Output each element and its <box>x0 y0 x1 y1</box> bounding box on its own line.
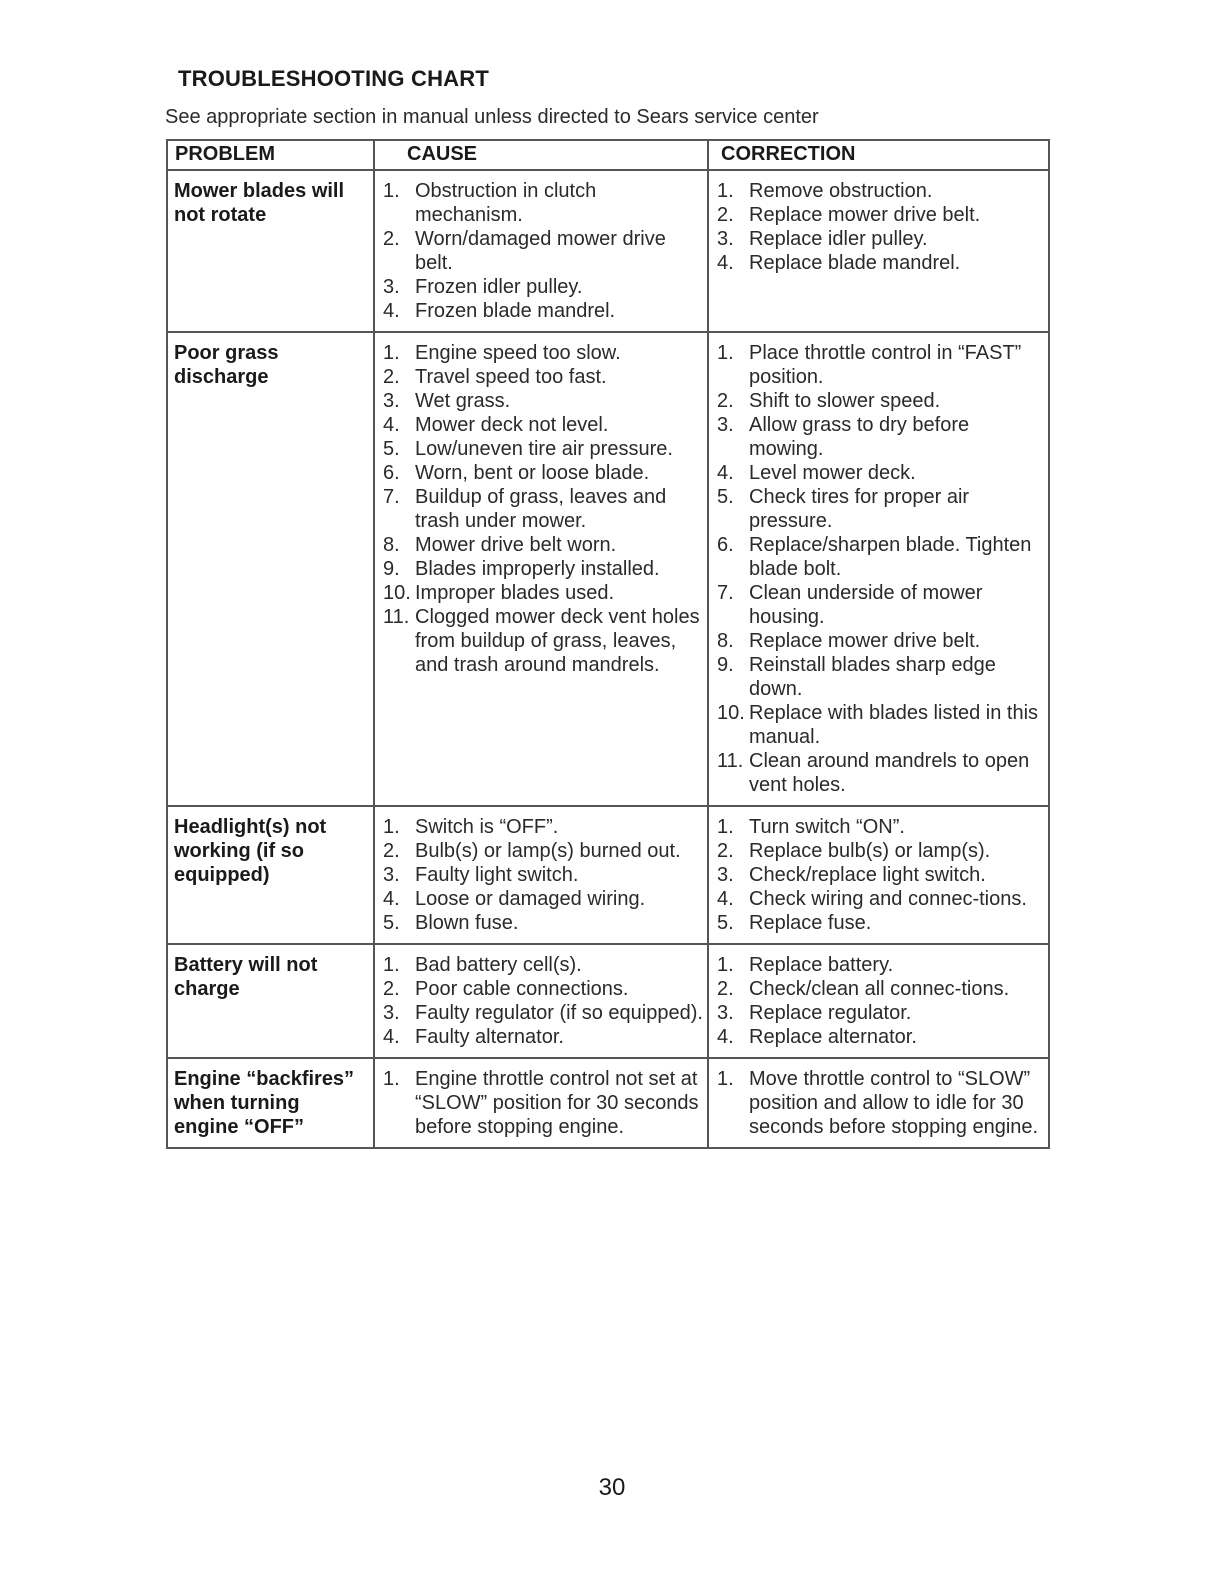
cause-item-text: Mower drive belt worn. <box>415 534 617 556</box>
cause-item-number: 5. <box>383 912 400 934</box>
correction-item-number: 10. <box>717 702 745 724</box>
correction-item <box>715 251 1044 275</box>
correction-item-text: Replace/sharpen blade. Tighten blade bolt. <box>749 534 1032 580</box>
correction-item <box>715 653 1044 701</box>
correction-item <box>715 581 1044 629</box>
cause-item-text: Worn/damaged mower drive belt. <box>415 228 666 274</box>
problem-cell: Poor grass discharge <box>167 332 374 806</box>
table-body <box>167 170 1049 1148</box>
cause-cell <box>374 944 708 1058</box>
cause-item <box>381 911 703 935</box>
correction-item-number: 5. <box>717 486 734 508</box>
cause-item-text: Faulty regulator (if so equipped). <box>415 1002 703 1024</box>
header-correction: CORRECTION <box>708 140 1049 170</box>
correction-item-number: 3. <box>717 864 734 886</box>
cause-item-text: Switch is “OFF”. <box>415 816 559 838</box>
cause-item-number: 4. <box>383 414 400 436</box>
problem-cell: Battery will not charge <box>167 944 374 1058</box>
cause-item-text: Loose or damaged wiring. <box>415 888 646 910</box>
correction-item <box>715 1067 1044 1139</box>
correction-item-text: Replace mower drive belt. <box>749 630 981 652</box>
correction-list <box>715 953 1044 1049</box>
correction-item <box>715 815 1044 839</box>
page-subtitle: See appropriate section in manual unless directed to Sears service center <box>165 106 819 128</box>
cause-item-text: Mower deck not level. <box>415 414 609 436</box>
cause-item <box>381 275 703 299</box>
correction-item-number: 3. <box>717 1002 734 1024</box>
correction-item-number: 9. <box>717 654 734 676</box>
cause-item-text: Travel speed too fast. <box>415 366 607 388</box>
correction-list <box>715 815 1044 935</box>
correction-item-number: 1. <box>717 816 734 838</box>
cause-item-text: Blown fuse. <box>415 912 519 934</box>
cause-item-number: 7. <box>383 486 400 508</box>
correction-item-text: Clean underside of mower housing. <box>749 582 983 628</box>
cause-item-text: Poor cable connections. <box>415 978 629 1000</box>
correction-item-number: 6. <box>717 534 734 556</box>
cause-item-number: 4. <box>383 1026 400 1048</box>
cause-item-number: 4. <box>383 888 400 910</box>
cause-item <box>381 581 703 605</box>
correction-item-number: 3. <box>717 228 734 250</box>
cause-item-number: 2. <box>383 978 400 1000</box>
correction-item-text: Turn switch “ON”. <box>749 816 905 838</box>
problem-cell: Mower blades will not rotate <box>167 170 374 332</box>
correction-item <box>715 863 1044 887</box>
cause-item-number: 2. <box>383 366 400 388</box>
cause-item <box>381 485 703 533</box>
table-row <box>167 806 1049 944</box>
correction-item <box>715 953 1044 977</box>
correction-item-number: 3. <box>717 414 734 436</box>
correction-item <box>715 1025 1044 1049</box>
table-row <box>167 944 1049 1058</box>
cause-item-number: 1. <box>383 816 400 838</box>
cause-list <box>381 815 703 935</box>
cause-item <box>381 299 703 323</box>
cause-item <box>381 815 703 839</box>
cause-item-text: Frozen idler pulley. <box>415 276 583 298</box>
cause-cell <box>374 1058 708 1148</box>
correction-item-number: 4. <box>717 1026 734 1048</box>
correction-item <box>715 341 1044 389</box>
correction-cell <box>708 170 1049 332</box>
correction-item <box>715 413 1044 461</box>
correction-item-text: Replace mower drive belt. <box>749 204 981 226</box>
correction-item-number: 11. <box>717 750 744 772</box>
correction-item-text: Replace with blades listed in this manual. <box>749 702 1039 748</box>
cause-item-number: 10. <box>383 582 411 604</box>
correction-item <box>715 533 1044 581</box>
cause-item-number: 5. <box>383 438 400 460</box>
correction-item-text: Check wiring and connec-tions. <box>749 888 1027 910</box>
correction-item-text: Move throttle control to “SLOW” position and allow to idle for 30 seconds before stopping engine. <box>749 1068 1039 1138</box>
cause-item-number: 2. <box>383 228 400 250</box>
correction-item-text: Level mower deck. <box>749 462 916 484</box>
cause-item-text: Wet grass. <box>415 390 511 412</box>
cause-item-number: 1. <box>383 342 400 364</box>
cause-item-number: 3. <box>383 864 400 886</box>
cause-item <box>381 533 703 557</box>
correction-item-number: 2. <box>717 978 734 1000</box>
correction-item-text: Clean around mandrels to open vent holes. <box>749 750 1030 796</box>
cause-item-text: Obstruction in clutch mechanism. <box>415 180 597 226</box>
cause-item <box>381 461 703 485</box>
correction-item-text: Place throttle control in “FAST” position. <box>749 342 1022 388</box>
correction-item <box>715 461 1044 485</box>
correction-item-number: 4. <box>717 462 734 484</box>
correction-item <box>715 179 1044 203</box>
cause-item <box>381 977 703 1001</box>
correction-item-text: Check/clean all connec-tions. <box>749 978 1010 1000</box>
correction-item-number: 4. <box>717 888 734 910</box>
correction-item-text: Replace battery. <box>749 954 894 976</box>
correction-item-number: 1. <box>717 342 734 364</box>
correction-item-text: Reinstall blades sharp edge down. <box>749 654 996 700</box>
correction-item <box>715 389 1044 413</box>
cause-item-number: 3. <box>383 390 400 412</box>
cause-item-number: 3. <box>383 1002 400 1024</box>
correction-list <box>715 1067 1044 1139</box>
cause-cell <box>374 170 708 332</box>
table-header-row <box>167 140 1049 170</box>
correction-item-text: Allow grass to dry before mowing. <box>749 414 970 460</box>
cause-list <box>381 1067 703 1139</box>
table-row <box>167 170 1049 332</box>
correction-item-text: Replace alternator. <box>749 1026 917 1048</box>
cause-list <box>381 179 703 323</box>
header-cause: CAUSE <box>374 140 708 170</box>
correction-cell <box>708 806 1049 944</box>
cause-item <box>381 413 703 437</box>
cause-item <box>381 389 703 413</box>
correction-item-text: Replace fuse. <box>749 912 872 934</box>
correction-item <box>715 203 1044 227</box>
cause-item <box>381 953 703 977</box>
correction-item-text: Check tires for proper air pressure. <box>749 486 970 532</box>
cause-item-number: 6. <box>383 462 400 484</box>
cause-item-text: Bad battery cell(s). <box>415 954 582 976</box>
cause-item-text: Improper blades used. <box>415 582 615 604</box>
cause-item-text: Low/uneven tire air pressure. <box>415 438 673 460</box>
cause-cell <box>374 806 708 944</box>
cause-list <box>381 341 703 677</box>
cause-item <box>381 863 703 887</box>
correction-item-number: 1. <box>717 180 734 202</box>
correction-item <box>715 701 1044 749</box>
problem-cell: Headlight(s) not working (if so equipped) <box>167 806 374 944</box>
table-row <box>167 1058 1049 1148</box>
cause-item-text: Frozen blade mandrel. <box>415 300 616 322</box>
correction-item-text: Shift to slower speed. <box>749 390 941 412</box>
correction-item <box>715 749 1044 797</box>
cause-cell <box>374 332 708 806</box>
troubleshooting-table <box>166 139 1050 1149</box>
cause-item <box>381 887 703 911</box>
correction-item-text: Remove obstruction. <box>749 180 933 202</box>
correction-item <box>715 887 1044 911</box>
cause-item-number: 8. <box>383 534 400 556</box>
cause-item <box>381 1067 703 1139</box>
cause-item <box>381 557 703 581</box>
cause-item-text: Clogged mower deck vent holes from buildup of grass, leaves, and trash around mandrels. <box>415 606 700 676</box>
problem-cell: Engine “backfires” when turning engine “OFF” <box>167 1058 374 1148</box>
cause-item <box>381 179 703 227</box>
correction-item-number: 8. <box>717 630 734 652</box>
cause-item <box>381 1001 703 1025</box>
cause-item-text: Buildup of grass, leaves and trash under mower. <box>415 486 667 532</box>
page-title: TROUBLESHOOTING CHART <box>178 66 489 91</box>
cause-item-text: Blades improperly installed. <box>415 558 660 580</box>
cause-item-number: 3. <box>383 276 400 298</box>
cause-list <box>381 953 703 1049</box>
correction-list <box>715 341 1044 797</box>
correction-item-number: 7. <box>717 582 734 604</box>
cause-item-number: 1. <box>383 1068 400 1090</box>
page-number: 30 <box>598 1474 626 1501</box>
correction-item-text: Replace blade mandrel. <box>749 252 961 274</box>
cause-item <box>381 365 703 389</box>
correction-item-number: 2. <box>717 390 734 412</box>
cause-item-number: 1. <box>383 180 400 202</box>
cause-item-text: Faulty alternator. <box>415 1026 564 1048</box>
correction-item-number: 1. <box>717 1068 734 1090</box>
cause-item <box>381 341 703 365</box>
correction-item <box>715 227 1044 251</box>
correction-item-text: Replace bulb(s) or lamp(s). <box>749 840 991 862</box>
correction-cell <box>708 332 1049 806</box>
correction-item <box>715 977 1044 1001</box>
correction-item-number: 2. <box>717 204 734 226</box>
correction-item-text: Replace idler pulley. <box>749 228 928 250</box>
cause-item-number: 1. <box>383 954 400 976</box>
cause-item-text: Engine speed too slow. <box>415 342 621 364</box>
cause-item <box>381 1025 703 1049</box>
correction-list <box>715 179 1044 275</box>
cause-item-text: Faulty light switch. <box>415 864 579 886</box>
cause-item <box>381 437 703 461</box>
cause-item <box>381 227 703 275</box>
correction-item <box>715 485 1044 533</box>
cause-item-number: 11. <box>383 606 410 628</box>
correction-item-number: 1. <box>717 954 734 976</box>
correction-item <box>715 1001 1044 1025</box>
correction-item-text: Replace regulator. <box>749 1002 912 1024</box>
cause-item-number: 4. <box>383 300 400 322</box>
cause-item-text: Engine throttle control not set at “SLOW” position for 30 seconds before stopping engine. <box>415 1068 699 1138</box>
correction-item-number: 2. <box>717 840 734 862</box>
correction-item <box>715 911 1044 935</box>
correction-item <box>715 839 1044 863</box>
table-row <box>167 332 1049 806</box>
header-problem: PROBLEM <box>167 140 374 170</box>
correction-item-number: 4. <box>717 252 734 274</box>
correction-item <box>715 629 1044 653</box>
cause-item-number: 9. <box>383 558 400 580</box>
correction-cell <box>708 944 1049 1058</box>
correction-cell <box>708 1058 1049 1148</box>
cause-item-text: Worn, bent or loose blade. <box>415 462 650 484</box>
correction-item-text: Check/replace light switch. <box>749 864 986 886</box>
cause-item-text: Bulb(s) or lamp(s) burned out. <box>415 840 681 862</box>
cause-item-number: 2. <box>383 840 400 862</box>
correction-item-number: 5. <box>717 912 734 934</box>
cause-item <box>381 605 703 677</box>
cause-item <box>381 839 703 863</box>
